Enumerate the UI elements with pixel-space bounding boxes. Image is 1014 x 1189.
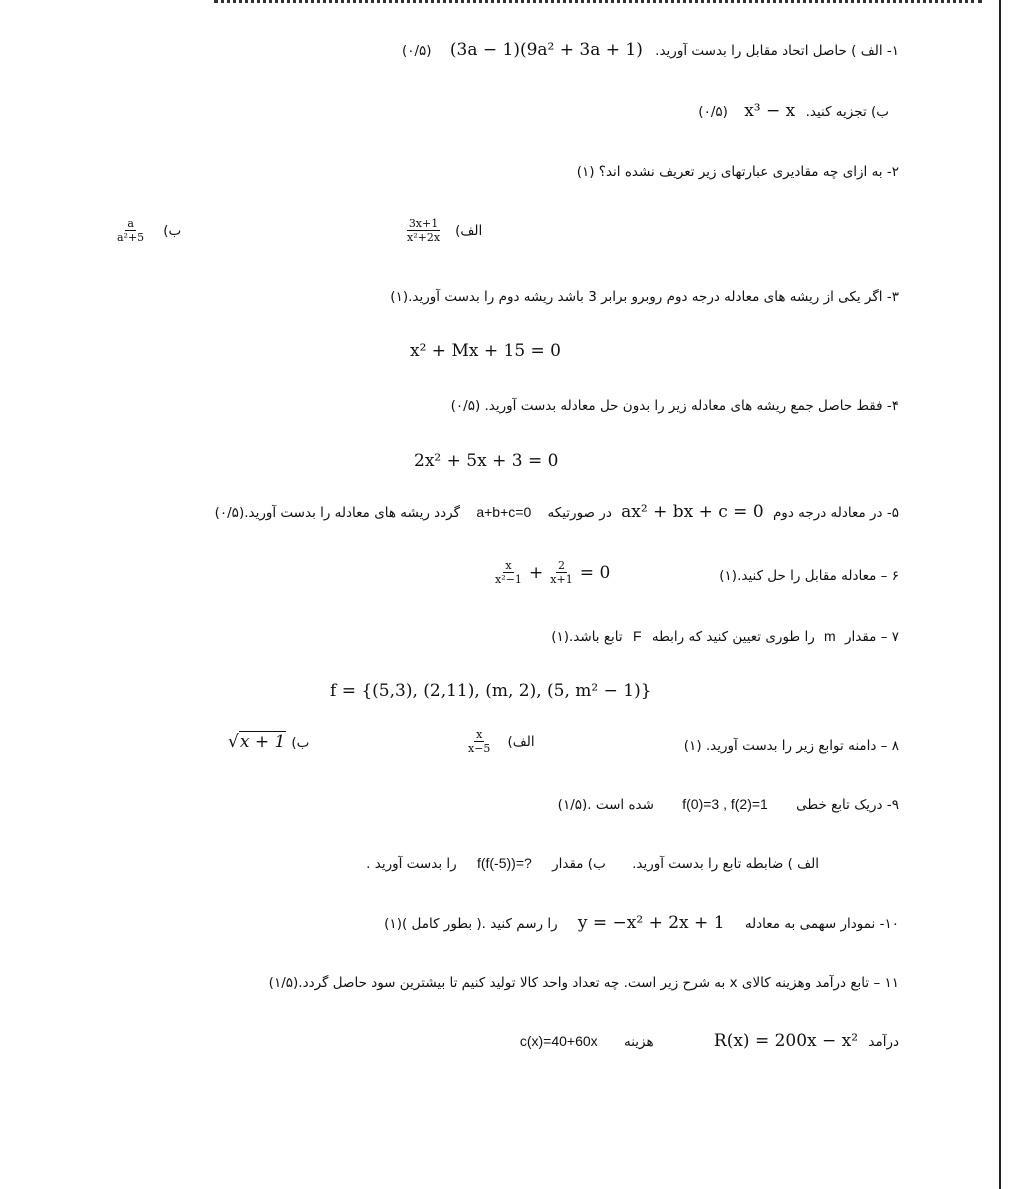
question-1b xyxy=(698,101,889,122)
q7-var-m: m xyxy=(824,628,836,644)
q7-set: f = {(5,3), (2,11), (m, 2), (5, m² − 1)} xyxy=(330,681,652,701)
q1-expression-a: (3a − 1)(9a² + 3a + 1) xyxy=(449,40,643,60)
top-dotted-border xyxy=(214,0,982,5)
q10-part1: ۱۰- نمودار سهمی به معادله xyxy=(744,916,899,932)
question-11-functions xyxy=(520,1031,899,1052)
q7-var-f: F xyxy=(632,628,642,644)
q6-f2-numerator: 2 xyxy=(557,559,565,572)
question-5 xyxy=(215,502,899,523)
question-1a xyxy=(402,40,899,61)
q5-condition: a+b+c=0 xyxy=(476,504,532,520)
q2-part-a xyxy=(405,217,482,244)
q6-f1-denominator: x²−1 xyxy=(495,573,522,586)
q1-b-label: ب) تجزیه کنید. xyxy=(805,104,889,120)
question-9 xyxy=(558,794,899,815)
question-3 xyxy=(390,287,899,307)
question-10 xyxy=(384,913,899,934)
q9-line2-b: ب) مقدار xyxy=(552,856,606,872)
q2-a-denominator: x²+2x xyxy=(407,231,441,244)
q1-score-a: (۰/۵) xyxy=(401,43,432,59)
q9-expression: f(f(-5))=? xyxy=(476,855,532,871)
q11-revenue-label: درآمد xyxy=(868,1034,899,1050)
question-9-parts xyxy=(366,853,819,874)
q8-b-label: ب) xyxy=(291,735,310,751)
q6-text: ۶ – معادله مقابل را حل کنید.(۱) xyxy=(719,568,899,584)
q2-a-label: الف) xyxy=(455,223,483,239)
q3-equation: x² + Mx + 15 = 0 xyxy=(410,341,561,361)
q10-equation: y = −x² + 2x + 1 xyxy=(577,913,725,933)
question-6 xyxy=(719,566,899,586)
q8-b-radicand: x + 1 xyxy=(239,732,286,752)
q6-fraction-2 xyxy=(548,559,574,586)
question-2 xyxy=(577,162,899,182)
q10-part2: را رسم کنید .( بطور کامل )(۱) xyxy=(384,916,558,932)
q2-text: ۲- به ازای چه مقادیری عبارتهای زیر تعریف نشده اند؟ (۱) xyxy=(576,164,899,180)
q9-line2-c: را بدست آورید . xyxy=(366,856,457,872)
q9-line2-a: الف ) ضابطه تابع را بدست آورید. xyxy=(632,856,819,872)
q11-text: ۱۱ – تابع درآمد وهزینه کالای x به شرح زیر است. چه تعداد واحد کالا تولید کنیم تا بیشترین سود حاصل گردد.(۱/۵) xyxy=(268,975,899,991)
q8-a-numerator: x xyxy=(476,728,483,741)
question-11 xyxy=(269,973,899,993)
q8-part-a xyxy=(466,728,535,755)
q11-cost: c(x)=40+60x xyxy=(519,1033,598,1049)
question-4 xyxy=(451,396,899,416)
q7-part3: تابع باشد.(۱) xyxy=(551,629,623,645)
q5-part2: در صورتیکه xyxy=(547,505,612,521)
q4-equation: 2x² + 5x + 3 = 0 xyxy=(414,451,559,471)
q6-f1-numerator: x xyxy=(505,559,512,572)
q2-part-b xyxy=(115,217,181,244)
q1-score-b: (۰/۵) xyxy=(698,104,728,120)
q2-a-numerator: 3x+1 xyxy=(408,217,439,230)
q1-prefix: ۱- الف ) حاصل اتحاد مقابل را بدست آورید. xyxy=(655,43,899,59)
q9-part2: شده است .(۱/۵) xyxy=(557,797,654,813)
q11-revenue: R(x) = 200x − x² xyxy=(713,1031,859,1051)
q5-part3: گردد ریشه های معادله را بدست آورید.(۰/۵) xyxy=(214,505,461,521)
q5-part1: ۵- در معادله درجه دوم xyxy=(772,505,899,521)
page-right-border xyxy=(999,0,1001,1189)
q2-a-fraction xyxy=(405,217,442,244)
q3-text: ۳- اگر یکی از ریشه های معادله درجه دوم روبرو برابر 3 باشد ریشه دوم را بدست آورید.(۱) xyxy=(390,289,899,305)
question-8 xyxy=(684,736,899,756)
question-7 xyxy=(551,626,899,647)
q2-b-numerator: a xyxy=(127,217,134,230)
q2-b-fraction xyxy=(115,217,146,244)
q8-text: ۸ – دامنه توابع زیر را بدست آورید. (۱) xyxy=(683,738,899,754)
q6-plus: + xyxy=(528,562,544,583)
q2-b-denominator: a²+5 xyxy=(117,231,145,244)
q8-a-fraction xyxy=(466,728,492,755)
q5-equation: ax² + bx + c = 0 xyxy=(621,502,764,522)
q6-f2-denominator: x+1 xyxy=(550,573,573,586)
q6-fraction-1 xyxy=(493,559,524,586)
q7-part2: را طوری تعیین کنید که رابطه xyxy=(651,629,815,645)
q9-part1: ۹- دریک تابع خطی xyxy=(796,797,899,813)
q4-text: ۴- فقط حاصل جمع ریشه های معادله زیر را بدون حل معادله بدست آورید. (۰/۵) xyxy=(450,398,899,414)
q1-expression-b: x³ − x xyxy=(744,101,796,121)
q6-rhs: = 0 xyxy=(579,562,611,583)
q8-b-sqrt: √x + 1 xyxy=(228,732,286,752)
q2-b-label: ب) xyxy=(163,223,182,239)
q7-part1: ۷ – مقدار xyxy=(844,629,899,645)
q9-condition: f(0)=3 , f(2)=1 xyxy=(682,796,768,812)
q8-part-b xyxy=(228,732,309,752)
q8-a-denominator: x−5 xyxy=(468,742,491,755)
q6-equation xyxy=(493,559,610,586)
q8-a-label: الف) xyxy=(507,734,535,750)
q11-cost-label: هزینه xyxy=(623,1034,654,1050)
